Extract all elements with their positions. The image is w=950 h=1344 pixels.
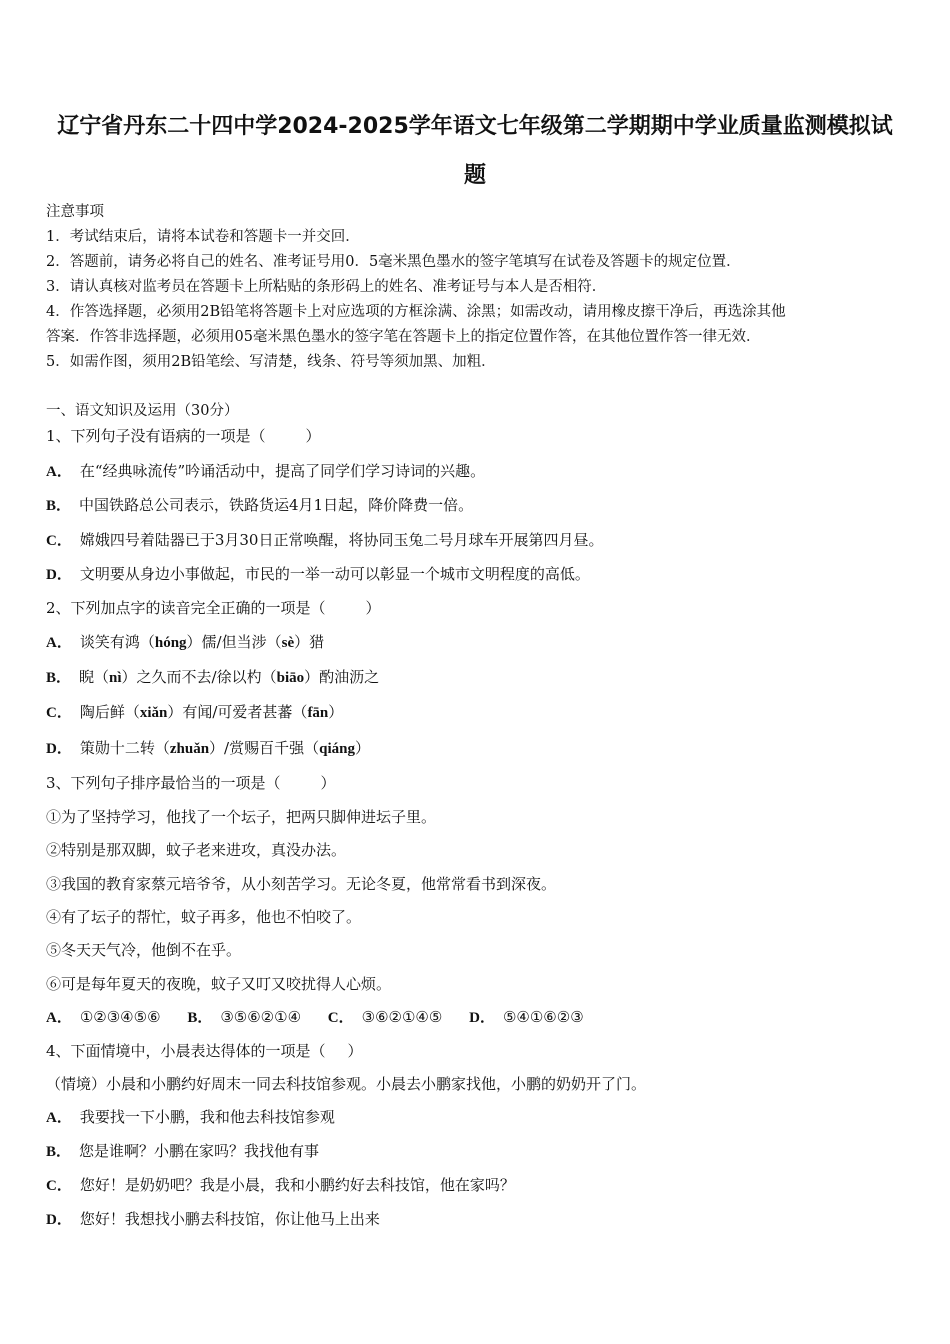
option-text: ①②③④⑤⑥ bbox=[79, 1008, 161, 1026]
question-2-option-d bbox=[46, 738, 370, 759]
question-1-option-b bbox=[46, 495, 473, 516]
question-3-sentence: ⑥可是每年夏天的夜晚，蚊子又叮又咬扰得人心烦。 bbox=[46, 975, 392, 993]
notice-item: 1．考试结束后，请将本试卷和答题卡一并交回． bbox=[46, 229, 360, 245]
pinyin: hóng bbox=[154, 635, 187, 651]
question-2-option-a bbox=[46, 632, 324, 653]
question-3-sentence: ⑤冬天天气冷，他倒不在乎。 bbox=[46, 941, 242, 959]
notice-item: 2．答题前，请务必将自己的姓名、准考证号用0．5毫米黑色墨水的签字笔填写在试卷及答题卡的规定位置． bbox=[46, 254, 741, 270]
pinyin: zhuǎn bbox=[169, 741, 210, 757]
question-4-stem bbox=[46, 1041, 363, 1061]
exam-title-line2: 题 bbox=[463, 163, 486, 188]
pinyin: nì bbox=[109, 670, 122, 686]
notice-item: 4．作答选择题，必须用2B铅笔将答题卡上对应选项的方框涂满、涂黑；如需改动，请用橡皮擦干净后，再选涂其他 bbox=[46, 304, 786, 320]
question-3-stem-close: ） bbox=[320, 774, 336, 792]
pinyin: xiǎn bbox=[139, 705, 168, 721]
option-text: ）/赏赐百千强（ bbox=[209, 739, 320, 757]
option-label: D． bbox=[46, 1212, 72, 1228]
question-3-sentence: ④有了坛子的帮忙，蚊子再多，他也不怕咬了。 bbox=[46, 908, 362, 926]
option-label: C． bbox=[46, 533, 72, 549]
question-3-sentence: ②特别是那双脚，蚊子老来进攻，真没办法。 bbox=[46, 841, 347, 859]
notice-item: 答案．作答非选择题，必须用05毫米黑色墨水的签字笔在答题卡上的指定位置作答，在其他位置作答一律无效． bbox=[46, 329, 761, 345]
question-4-option-a bbox=[46, 1107, 335, 1128]
option-text: 嫦娥四号着陆器已于3月30日正常唤醒，将协同玉兔二号月球车开展第四月昼。 bbox=[79, 531, 604, 549]
question-2-stem-text: 2、下列加点字的读音完全正确的一项是（ bbox=[46, 599, 326, 617]
question-1-option-c bbox=[46, 530, 603, 551]
option-text: ⑤④①⑥②③ bbox=[502, 1008, 584, 1026]
question-3-stem bbox=[46, 773, 336, 793]
option-label: A． bbox=[46, 1110, 72, 1126]
exam-title-line1: 辽宁省丹东二十四中学2024-2025学年语文七年级第二学期期中学业质量监测模拟试 bbox=[57, 114, 893, 139]
option-text: 您好！我想找小鹏去科技馆，你让他马上出来 bbox=[79, 1210, 380, 1228]
pinyin: fān bbox=[307, 705, 329, 721]
option-label: A． bbox=[46, 1010, 72, 1026]
option-text: 您是谁啊？小鹏在家吗？我找他有事 bbox=[79, 1142, 320, 1160]
question-1-option-d bbox=[46, 564, 590, 585]
question-4-option-c bbox=[46, 1175, 515, 1196]
question-4-option-d bbox=[46, 1209, 380, 1230]
option-label: B． bbox=[187, 1010, 213, 1026]
option-text: 谈笑有鸿（ bbox=[79, 633, 155, 651]
option-text: ）酌油沥之 bbox=[304, 668, 380, 686]
option-text: 睨（ bbox=[79, 668, 110, 686]
question-2-option-c bbox=[46, 702, 343, 723]
question-1-stem bbox=[46, 426, 321, 446]
option-label: D． bbox=[46, 741, 72, 757]
option-text: 中国铁路总公司表示，铁路货运4月1日起，降价降费一倍。 bbox=[79, 496, 474, 514]
option-text: ） bbox=[328, 703, 344, 721]
option-text: 在“经典咏流传”吟诵活动中，提高了同学们学习诗词的兴趣。 bbox=[79, 462, 486, 480]
option-label: B． bbox=[46, 1144, 72, 1160]
question-4-context: （情境）小晨和小鹏约好周末一同去科技馆参观。小晨去小鹏家找他，小鹏的奶奶开了门。 bbox=[46, 1075, 647, 1093]
pinyin: qiáng bbox=[319, 741, 355, 757]
question-3-option-c bbox=[328, 1008, 443, 1026]
question-2-stem-close: ） bbox=[365, 599, 381, 617]
option-text: ） bbox=[354, 739, 370, 757]
section-heading: 一、语文知识及运用（30分） bbox=[46, 403, 239, 419]
option-label: B． bbox=[46, 498, 72, 514]
question-3-option-d bbox=[469, 1008, 584, 1026]
question-1-stem-text: 1、下列句子没有语病的一项是（ bbox=[46, 427, 266, 445]
option-text: ③⑥②①④⑤ bbox=[361, 1008, 443, 1026]
pinyin: biāo bbox=[276, 670, 305, 686]
question-3-sentence: ①为了坚持学习，他找了一个坛子，把两只脚伸进坛子里。 bbox=[46, 808, 437, 826]
pinyin: sè bbox=[281, 635, 295, 651]
question-3-option-b bbox=[187, 1008, 301, 1026]
question-2-stem bbox=[46, 598, 381, 618]
option-text: ）之久而不去/徐以杓（ bbox=[121, 668, 277, 686]
option-label: C． bbox=[327, 1010, 354, 1026]
notice-item: 5．如需作图，须用2B铅笔绘、写清楚，线条、符号等须加黑、加粗． bbox=[46, 354, 496, 370]
option-label: D． bbox=[469, 1010, 495, 1026]
option-text: 我要找一下小鹏，我和他去科技馆参观 bbox=[79, 1108, 335, 1126]
option-text: 文明要从身边小事做起，市民的一举一动可以彰显一个城市文明程度的高低。 bbox=[79, 565, 590, 583]
option-text: 陶后鲜（ bbox=[79, 703, 140, 721]
option-text: 策勋十二转（ bbox=[79, 739, 170, 757]
question-1-option-a bbox=[46, 461, 485, 482]
question-3-option-a bbox=[46, 1008, 161, 1026]
question-3-stem-text: 3、下列句子排序最恰当的一项是（ bbox=[46, 774, 281, 792]
question-3-sentence: ③我国的教育家蔡元培爷爷，从小刻苦学习。无论冬夏，他常常看书到深夜。 bbox=[46, 875, 557, 893]
option-text: ）儒/但当涉（ bbox=[186, 633, 282, 651]
option-text: ）有闻/可爱者甚蕃（ bbox=[167, 703, 308, 721]
question-4-option-b bbox=[46, 1141, 319, 1162]
notice-item: 3．请认真核对监考员在答题卡上所粘贴的条形码上的姓名、准考证号与本人是否相符． bbox=[46, 279, 607, 295]
notice-heading: 注意事项 bbox=[46, 204, 104, 220]
question-4-stem-text: 4、下面情境中，小晨表达得体的一项是（ bbox=[46, 1042, 326, 1060]
option-text: ）猎 bbox=[294, 633, 325, 651]
option-label: B． bbox=[46, 670, 72, 686]
option-label: C． bbox=[46, 1178, 72, 1194]
question-1-stem-close: ） bbox=[305, 427, 321, 445]
option-text: ③⑤⑥②①④ bbox=[220, 1008, 302, 1026]
option-label: A． bbox=[46, 635, 72, 651]
option-label: C． bbox=[46, 705, 72, 721]
option-text: 您好！是奶奶吧？我是小晨，我和小鹏约好去科技馆，他在家吗？ bbox=[79, 1176, 515, 1194]
option-label: A． bbox=[46, 464, 72, 480]
question-4-stem-close: ） bbox=[347, 1042, 363, 1060]
question-3-options bbox=[46, 1007, 606, 1028]
question-2-option-b bbox=[46, 667, 379, 688]
option-label: D． bbox=[46, 567, 72, 583]
